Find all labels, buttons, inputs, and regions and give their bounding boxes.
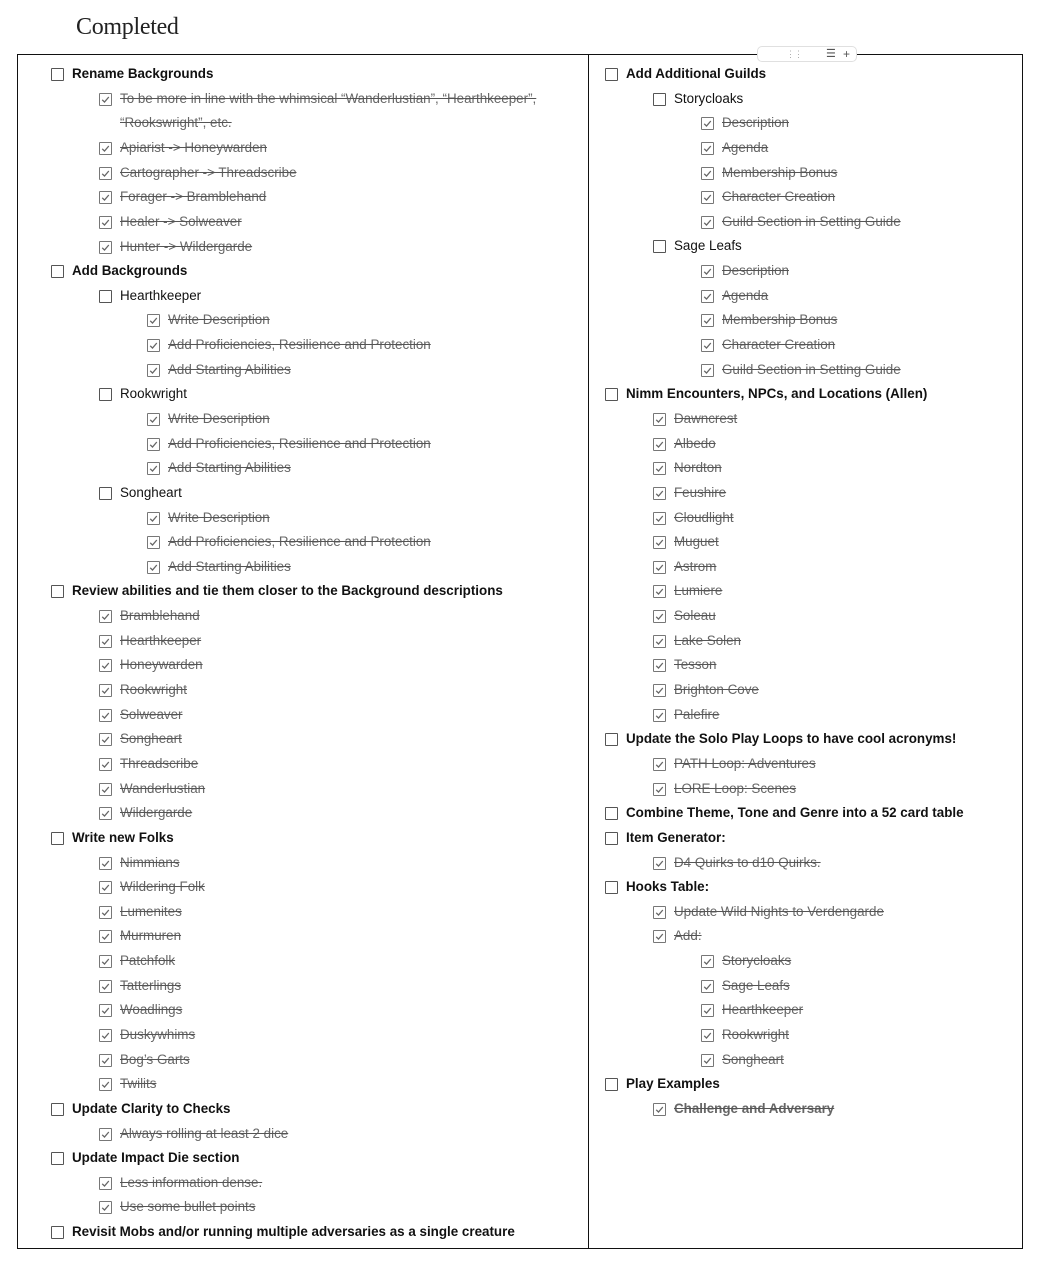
checked-checkbox-icon[interactable] [99,93,112,106]
checklist-item [605,1023,1000,1048]
checklist-table [17,54,1023,1249]
checklist-item [605,382,1000,407]
checklist-item [605,727,1000,752]
checked-checkbox-icon[interactable] [653,758,666,771]
checked-checkbox-icon[interactable] [99,906,112,919]
checklist-item [605,974,1000,999]
checklist-item [51,210,581,235]
add-icon[interactable]: + [843,47,851,61]
checklist-item [51,1220,581,1245]
checklist-item-text[interactable]: Healer -> Solweaver [120,213,242,229]
checked-checkbox-icon[interactable] [701,1004,714,1017]
checked-checkbox-icon[interactable] [701,191,714,204]
checklist-item-text[interactable]: Add Backgrounds [72,263,188,279]
checked-checkbox-icon[interactable] [701,1054,714,1067]
checklist-item-text[interactable]: Hearthkeeper [722,1002,804,1018]
unchecked-checkbox-icon[interactable] [51,68,64,81]
checklist-item [605,653,1000,678]
checklist-item-text[interactable]: Write Description [168,312,270,328]
checklist-item-text[interactable]: Character Creation [722,337,836,353]
checked-checkbox-icon[interactable] [99,857,112,870]
checked-checkbox-icon[interactable] [99,1177,112,1190]
checked-checkbox-icon[interactable] [99,807,112,820]
checked-checkbox-icon[interactable] [653,684,666,697]
checked-checkbox-icon[interactable] [701,364,714,377]
checked-checkbox-icon[interactable] [653,1103,666,1116]
checked-checkbox-icon[interactable] [701,167,714,180]
checklist-item-text[interactable]: Hearthkeeper [120,632,202,648]
checklist-item-text[interactable]: Songheart [120,731,182,747]
checklist-item-text[interactable]: Rookwright [722,1026,789,1042]
checklist-item [605,407,1000,432]
checked-checkbox-icon[interactable] [653,610,666,623]
checklist-item-text[interactable]: Soleau [674,608,716,624]
checked-checkbox-icon[interactable] [653,709,666,722]
checked-checkbox-icon[interactable] [147,339,160,352]
unchecked-checkbox-icon[interactable] [51,1226,64,1239]
checklist-item [605,161,1000,186]
checklist-item-text[interactable]: Solweaver [120,706,183,722]
checklist-item [605,678,1000,703]
checklist-item [51,1048,581,1073]
checklist-item [605,1097,1000,1122]
checklist-item [605,703,1000,728]
checked-checkbox-icon[interactable] [99,142,112,155]
checklist-item [51,1097,581,1122]
unchecked-checkbox-icon[interactable] [51,832,64,845]
checklist-item-text[interactable]: Add Proficiencies, Resilience and Protection [168,534,431,550]
checklist-item-text[interactable]: Write new Folks [72,829,174,845]
checklist-item-text[interactable]: Lumenites [120,903,182,919]
checklist-item-text[interactable]: Hunter -> Wildergarde [120,238,253,254]
checked-checkbox-icon[interactable] [147,364,160,377]
checklist-item [51,506,581,531]
checklist-item-text[interactable]: Sage Leafs [722,977,790,993]
checklist-item [51,703,581,728]
checked-checkbox-icon[interactable] [701,290,714,303]
checked-checkbox-icon[interactable] [99,241,112,254]
checklist-item [51,604,581,629]
checked-checkbox-icon[interactable] [99,191,112,204]
checked-checkbox-icon[interactable] [701,339,714,352]
checked-checkbox-icon[interactable] [701,1029,714,1042]
checklist-item [51,727,581,752]
checklist-item [605,629,1000,654]
checklist-item [51,851,581,876]
checklist-item-text[interactable]: Wildering Folk [120,879,205,895]
checklist-item [51,87,581,136]
checked-checkbox-icon[interactable] [99,1078,112,1091]
checklist-item [51,579,581,604]
checklist-item [51,752,581,777]
checklist-item [51,284,581,309]
checklist-item-text[interactable]: Combine Theme, Tone and Genre into a 52 card table [626,805,964,821]
checklist-item-text[interactable]: Bramblehand [120,608,200,624]
unchecked-checkbox-icon[interactable] [99,388,112,401]
checklist-item-text[interactable]: Revisit Mobs and/or running multiple adversaries as a single creature [72,1224,515,1240]
unchecked-checkbox-icon[interactable] [99,487,112,500]
checked-checkbox-icon[interactable] [653,906,666,919]
checked-checkbox-icon[interactable] [701,955,714,968]
checklist-item-text[interactable]: Item Generator: [626,829,726,845]
checklist-item [51,407,581,432]
checklist-item-text[interactable]: Add Additional Guilds [626,66,767,81]
checklist-item-text[interactable]: Membership Bonus [722,164,838,180]
checklist-item-text[interactable]: Add Proficiencies, Resilience and Protection [168,435,431,451]
checklist-item-text[interactable]: Palefire [674,706,720,722]
checklist-item-text[interactable]: Honeywarden [120,657,203,673]
unchecked-checkbox-icon[interactable] [653,240,666,253]
checked-checkbox-icon[interactable] [99,167,112,180]
unchecked-checkbox-icon[interactable] [99,290,112,303]
checked-checkbox-icon[interactable] [701,314,714,327]
checklist-item-text[interactable]: Description [722,115,789,131]
checklist-item-text[interactable]: Astrom [674,558,717,574]
checked-checkbox-icon[interactable] [653,585,666,598]
checklist-item [605,358,1000,383]
checklist-item [605,308,1000,333]
checklist-item-text[interactable]: Rookwright [120,386,187,402]
checklist-item-text[interactable]: Update Impact Die section [72,1150,240,1166]
checked-checkbox-icon[interactable] [99,635,112,648]
checklist-item [605,851,1000,876]
checklist-item [51,875,581,900]
checklist-item [51,678,581,703]
checklist-item-text[interactable]: Tatterlings [120,977,182,993]
checklist-item [51,1195,581,1220]
checklist-item-text[interactable]: Patchfolk [120,953,176,969]
checklist-item [51,1023,581,1048]
checklist-item [605,432,1000,457]
checklist-item [605,456,1000,481]
unchecked-checkbox-icon[interactable] [653,93,666,106]
checklist-item [51,1072,581,1097]
checklist-item [605,1048,1000,1073]
checklist-item [51,1146,581,1171]
checklist-item-text[interactable]: Update Clarity to Checks [72,1100,231,1116]
checklist-item [51,530,581,555]
checklist-item-text[interactable]: To be more in line with the whimsical “Wanderlustian”, “Hearthkeeper”, “Rookswright”, etc. [120,90,537,131]
checklist-item [605,579,1000,604]
checked-checkbox-icon[interactable] [99,659,112,672]
checklist-item [605,333,1000,358]
checked-checkbox-icon[interactable] [653,536,666,549]
checklist-item-text[interactable]: Muguet [674,534,719,550]
checklist-item [51,1171,581,1196]
checklist-item [51,555,581,580]
checklist-item-text[interactable]: Guild Section in Setting Guide [722,213,901,229]
checklist-item [605,111,1000,136]
checklist-item [605,530,1000,555]
checklist-item-text[interactable]: Update Wild Nights to Verdengarde [674,903,884,919]
checklist-item [51,924,581,949]
checklist-item [51,259,581,284]
checklist-item-text[interactable]: Play Examples [626,1076,720,1092]
checklist-item [605,210,1000,235]
checked-checkbox-icon[interactable] [99,709,112,722]
checklist-item [51,308,581,333]
checklist-item [605,900,1000,925]
checklist-item-text[interactable]: Threadscribe [120,755,199,771]
left-column [51,62,581,1245]
checked-checkbox-icon[interactable] [701,216,714,229]
checklist-item-text[interactable]: Cloudlight [674,509,734,525]
checklist-item-text[interactable]: Feushire [674,484,727,500]
checklist-item-text[interactable]: Bog’s Garts [120,1051,190,1067]
checklist-item-text[interactable]: Hooks Table: [626,879,710,895]
checklist-item-text[interactable]: Twilits [120,1076,157,1092]
unchecked-checkbox-icon[interactable] [605,881,618,894]
checklist-item [51,653,581,678]
checklist-item-text[interactable]: Murmuren [120,928,182,944]
checked-checkbox-icon[interactable] [653,487,666,500]
checked-checkbox-icon[interactable] [99,955,112,968]
checklist-item-text[interactable]: Membership Bonus [722,312,838,328]
checklist-item-text[interactable]: Update the Solo Play Loops to have cool acronyms! [626,731,957,747]
unchecked-checkbox-icon[interactable] [51,1103,64,1116]
checklist-item [605,777,1000,802]
checklist-item [51,358,581,383]
checklist-item [605,924,1000,949]
checklist-item-text[interactable]: Wanderlustian [120,780,206,796]
checklist-item-text[interactable]: Tesson [674,657,717,673]
checklist-item-text[interactable]: Add Starting Abilities [168,460,291,476]
checked-checkbox-icon[interactable] [99,980,112,993]
checklist-item-text[interactable]: Guild Section in Setting Guide [722,361,901,377]
checklist-item-text[interactable]: Forager -> Bramblehand [120,189,267,205]
checked-checkbox-icon[interactable] [147,314,160,327]
checklist-item-text[interactable]: Sage Leafs [674,238,742,254]
checked-checkbox-icon[interactable] [99,216,112,229]
checklist-item [605,801,1000,826]
checklist-item-text[interactable]: Always rolling at least 2 dice [120,1125,289,1141]
unchecked-checkbox-icon[interactable] [605,1078,618,1091]
checklist-item-text[interactable]: Use some bullet points [120,1199,256,1215]
checklist-item-text[interactable]: Character Creation [722,189,836,205]
checklist-item [51,382,581,407]
checklist-item [605,555,1000,580]
checklist-item [51,998,581,1023]
checklist-item-text[interactable]: Add: [674,928,702,944]
checklist-item-text[interactable]: Rename Backgrounds [72,66,214,81]
checked-checkbox-icon[interactable] [99,1004,112,1017]
checklist-item [51,161,581,186]
checklist-item [605,826,1000,851]
checked-checkbox-icon[interactable] [653,857,666,870]
checklist-item-text[interactable]: Lake Solen [674,632,742,648]
block-toolbar [757,46,857,62]
checked-checkbox-icon[interactable] [99,783,112,796]
checklist-item-text[interactable]: Nimmians [120,854,180,870]
checked-checkbox-icon[interactable] [99,1201,112,1214]
checklist-item [51,629,581,654]
checklist-item-text[interactable]: Agenda [722,287,769,303]
checklist-item-text[interactable]: Write Description [168,410,270,426]
checklist-item-text[interactable]: Write Description [168,509,270,525]
checklist-item-text[interactable]: Add Starting Abilities [168,361,291,377]
checked-checkbox-icon[interactable] [99,758,112,771]
checked-checkbox-icon[interactable] [653,462,666,475]
checklist-item [51,185,581,210]
checked-checkbox-icon[interactable] [653,930,666,943]
checked-checkbox-icon[interactable] [99,1054,112,1067]
checklist-item-text[interactable]: Duskywhims [120,1027,196,1042]
unchecked-checkbox-icon[interactable] [605,733,618,746]
checked-checkbox-icon[interactable] [147,512,160,525]
checked-checkbox-icon[interactable] [99,1029,112,1042]
checklist-item [51,235,581,260]
checklist-item [605,136,1000,161]
page-title: Completed [76,14,179,40]
checklist-item-text[interactable]: Description [722,263,789,279]
checked-checkbox-icon[interactable] [99,1128,112,1141]
checklist-item-text[interactable]: D4 Quirks to d10 Quirks. [674,854,821,870]
unchecked-checkbox-icon[interactable] [605,832,618,845]
checklist-item [51,900,581,925]
checklist-item-text[interactable]: Woadlings [120,1002,183,1018]
checked-checkbox-icon[interactable] [653,561,666,574]
checklist-item-text[interactable]: Nordton [674,460,722,476]
checked-checkbox-icon[interactable] [653,438,666,451]
checklist-item-text[interactable]: Cartographer -> Threadscribe [120,164,297,180]
checklist-item-text[interactable]: Songheart [722,1051,784,1067]
checklist-item-text[interactable]: Add Starting Abilities [168,558,291,574]
unchecked-checkbox-icon[interactable] [605,807,618,820]
checklist-item-text[interactable]: PATH Loop: Adventures [674,755,816,771]
checked-checkbox-icon[interactable] [701,117,714,130]
checklist-item [605,506,1000,531]
right-column [605,62,1000,1122]
checklist-item [605,998,1000,1023]
checklist-item [605,87,1000,112]
unchecked-checkbox-icon[interactable] [51,1152,64,1165]
checklist-item [51,974,581,999]
unchecked-checkbox-icon[interactable] [51,265,64,278]
checklist-item-text[interactable]: Dawncrest [674,410,738,426]
checklist-item-text[interactable]: Songheart [120,484,182,500]
checklist-item [605,604,1000,629]
checklist-item [605,949,1000,974]
checklist-item-text[interactable]: Review abilities and tie them closer to the Background descriptions [72,583,503,599]
checklist-item-text[interactable]: Wildergarde [120,805,193,821]
checked-checkbox-icon[interactable] [99,610,112,623]
checked-checkbox-icon[interactable] [701,142,714,155]
unchecked-checkbox-icon[interactable] [51,585,64,598]
checked-checkbox-icon[interactable] [653,659,666,672]
checked-checkbox-icon[interactable] [701,980,714,993]
checklist-item [51,949,581,974]
checklist-item [605,259,1000,284]
checked-checkbox-icon[interactable] [701,265,714,278]
checklist-item-text[interactable]: Albedo [674,435,716,451]
checklist-item [605,234,1000,259]
checklist-item-text[interactable]: Brighton Cove [674,682,759,698]
checked-checkbox-icon[interactable] [99,881,112,894]
checklist-item [51,136,581,161]
checklist-item-text[interactable]: Less information dense. [120,1174,263,1190]
checked-checkbox-icon[interactable] [99,733,112,746]
checked-checkbox-icon[interactable] [147,462,160,475]
checklist-item [51,826,581,851]
checklist-item [51,333,581,358]
checklist-item [51,777,581,802]
checked-checkbox-icon[interactable] [147,438,160,451]
checked-checkbox-icon[interactable] [653,783,666,796]
checklist-item [605,185,1000,210]
checklist-item-text[interactable]: Storycloaks [722,953,792,969]
checklist-item [51,432,581,457]
unchecked-checkbox-icon[interactable] [605,68,618,81]
checked-checkbox-icon[interactable] [99,930,112,943]
drag-handle-icon[interactable]: ⋮⋮ [786,49,802,59]
checklist-item-text[interactable]: Challenge and Adversary [674,1100,835,1116]
checklist-item-text[interactable]: Agenda [722,139,769,155]
checklist-item [51,481,581,506]
checked-checkbox-icon[interactable] [99,684,112,697]
checked-checkbox-icon[interactable] [147,561,160,574]
checklist-item [51,62,581,87]
checklist-item [605,62,1000,87]
checklist-item-text[interactable]: Rookwright [120,682,187,698]
checklist-item [51,1122,581,1147]
checklist-item [605,1072,1000,1097]
checklist-item-text[interactable]: Add Proficiencies, Resilience and Protection [168,337,431,353]
checklist-item-text[interactable]: Hearthkeeper [120,287,202,303]
checked-checkbox-icon[interactable] [653,413,666,426]
checked-checkbox-icon[interactable] [653,635,666,648]
checklist-item [605,752,1000,777]
checklist-item-text[interactable]: Apiarist -> Honeywarden [120,139,267,155]
checklist-item-text[interactable]: Nimm Encounters, NPCs, and Locations (Allen) [626,386,928,402]
checklist-item-text[interactable]: LORE Loop: Scenes [674,780,797,796]
checked-checkbox-icon[interactable] [653,512,666,525]
column-divider[interactable] [588,55,589,1248]
checklist-item [51,456,581,481]
checklist-item [51,801,581,826]
checklist-item [605,481,1000,506]
checklist-item-text[interactable]: Lumiere [674,583,723,599]
checked-checkbox-icon[interactable] [147,536,160,549]
checklist-item [605,875,1000,900]
checked-checkbox-icon[interactable] [147,413,160,426]
checklist-item [605,284,1000,309]
unchecked-checkbox-icon[interactable] [605,388,618,401]
checklist-item-text[interactable]: Storycloaks [674,90,744,106]
sort-icon[interactable]: ☰ [826,48,836,60]
